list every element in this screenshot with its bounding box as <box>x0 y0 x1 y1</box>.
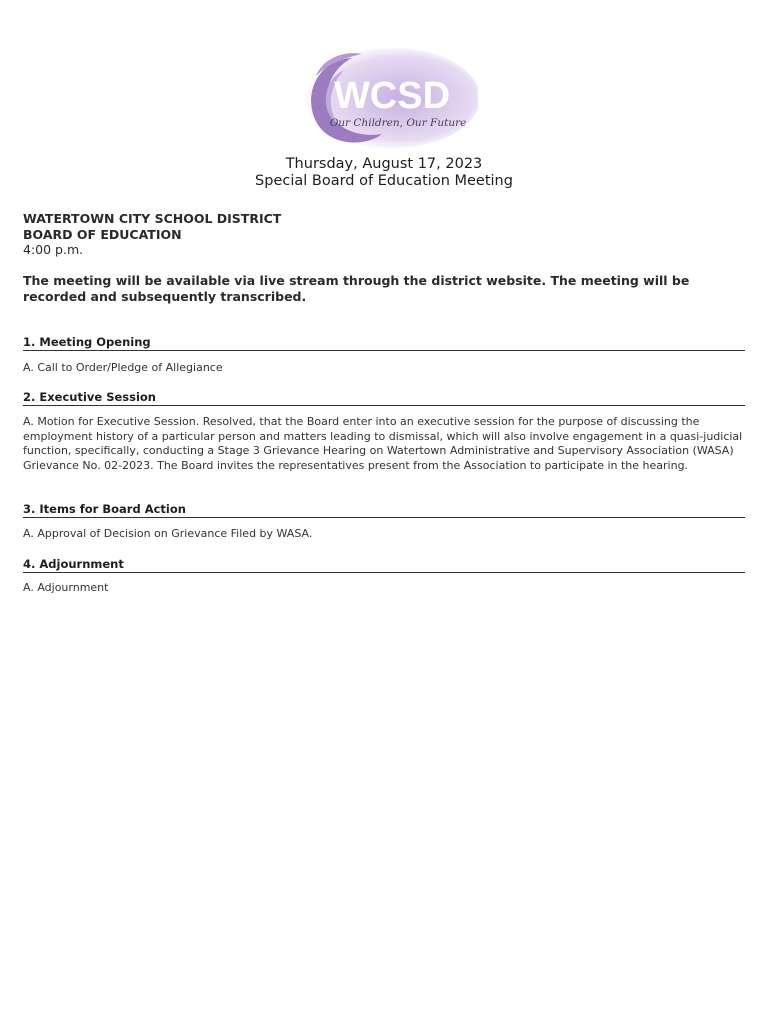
section-heading-executive-session: 2. Executive Session <box>23 390 745 406</box>
district-block <box>23 211 281 258</box>
logo-tagline: Our Children, Our Future <box>329 117 467 129</box>
logo-text: WCSD <box>333 75 451 117</box>
livestream-notice: The meeting will be available via live stream through the district website. The meeting will be recorded and subsequently transcribed. <box>23 273 690 304</box>
agenda-item: A. Approval of Decision on Grievance Filed by WASA. <box>23 527 313 540</box>
meeting-type: Special Board of Education Meeting <box>255 173 513 189</box>
section-heading-board-action: 3. Items for Board Action <box>23 502 745 518</box>
meeting-date: Thursday, August 17, 2023 <box>285 156 483 172</box>
board-name: BOARD OF EDUCATION <box>23 226 182 242</box>
agenda-item: A. Motion for Executive Session. Resolved, that the Board enter into an executive session for the purpose of discussing the employment history of a particular person and matters leading to dismissal, which will also involve engagement in a quasi-judicial function, specifically, conducting a Stage 3 Grievance Hearing on Watertown Administrative and Supervisory Association (WASA) Grievance No. 02-2023. The Board invites the representatives present from the Association to participate in the hearing. <box>23 415 743 472</box>
meeting-header <box>0 156 768 190</box>
agenda-item: A. Call to Order/Pledge of Allegiance <box>23 361 223 374</box>
agenda-item: A. Adjournment <box>23 581 109 594</box>
section-heading-adjournment: 4. Adjournment <box>23 557 745 573</box>
meeting-time: 4:00 p.m. <box>23 242 84 257</box>
wcsd-logo <box>292 46 478 150</box>
district-name: WATERTOWN CITY SCHOOL DISTRICT <box>23 211 282 226</box>
section-heading-meeting-opening: 1. Meeting Opening <box>23 335 745 351</box>
wcsd-logo-graphic <box>292 46 478 150</box>
